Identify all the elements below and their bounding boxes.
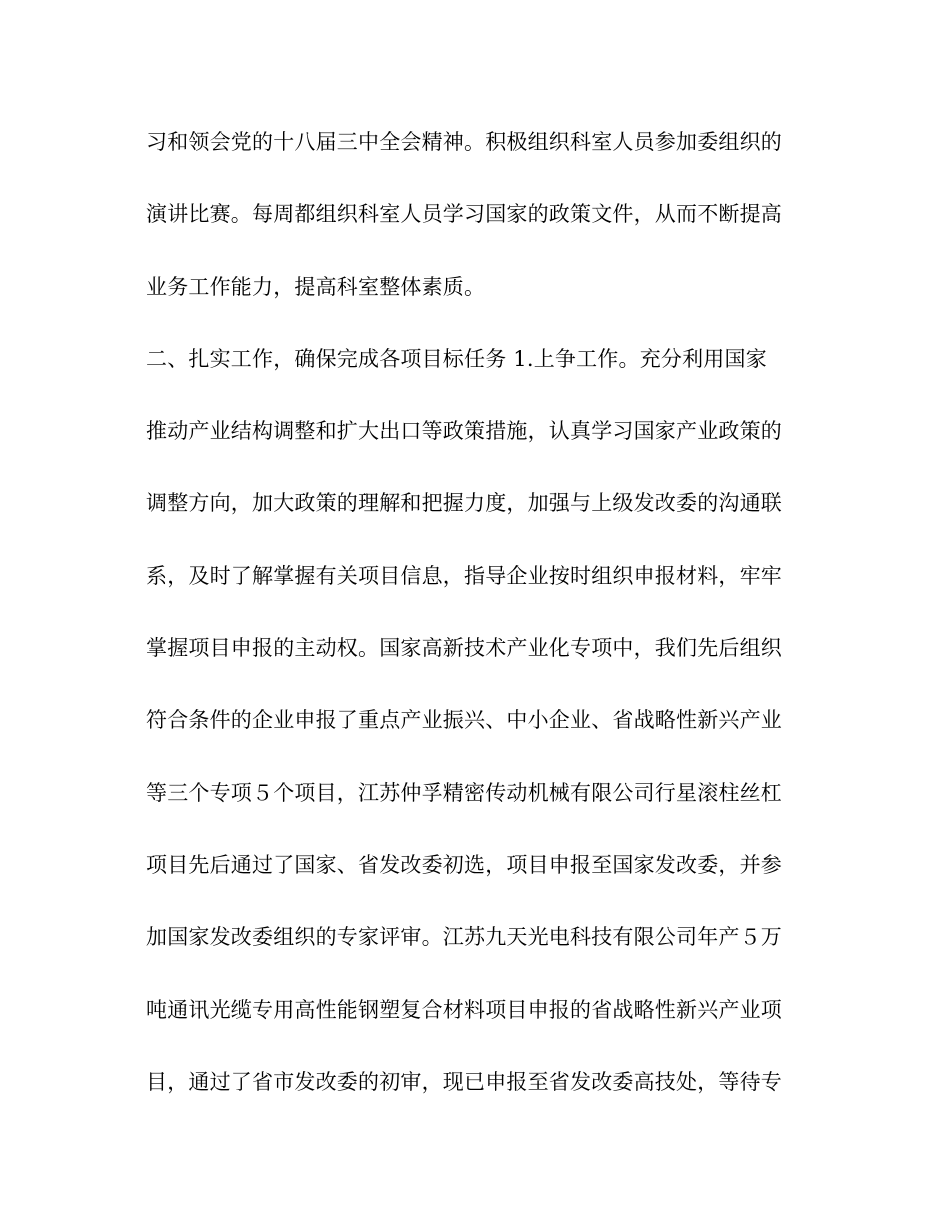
text-line: 业务工作能力，提高科室整体素质。 [146,274,486,299]
text-line: 二、扎实工作，确保完成各项目标任务 1.上争工作。充分利用国家 [146,346,767,371]
body-text [146,118,806,1130]
text-line: 符合条件的企业申报了重点产业振兴、中小企业、省战略性新兴产业 [146,708,782,733]
text-line: 系，及时了解掌握有关项目信息，指导企业按时组织申报材料，牢牢 [146,563,782,588]
text-line: 习和领会党的十八届三中全会精神。积极组织科室人员参加委组织的 [146,130,782,154]
text-line: 加国家发改委组织的专家评审。江苏九天光电科技有限公司年产５万 [146,925,782,950]
text-line: 推动产业结构调整和扩大出口等政策措施，认真学习国家产业政策的 [146,419,782,444]
text-line: 项目先后通过了国家、省发改委初选，项目申报至国家发改委，并参 [146,852,782,877]
text-line: 等三个专项５个项目，江苏仲孚精密传动机械有限公司行星滚柱丝杠 [146,780,782,805]
text-line: 掌握项目申报的主动权。国家高新技术产业化专项中，我们先后组织 [146,636,782,661]
text-line: 吨通讯光缆专用高性能钢塑复合材料项目申报的省战略性新兴产业项 [146,997,782,1022]
text-line: 演讲比赛。每周都组织科室人员学习国家的政策文件，从而不断提高 [146,202,782,227]
text-line: 目，通过了省市发改委的初审，现已申报至省发改委高技处，等待专 [146,1069,782,1094]
text-line: 调整方向，加大政策的理解和把握力度，加强与上级发改委的沟通联 [146,491,782,516]
